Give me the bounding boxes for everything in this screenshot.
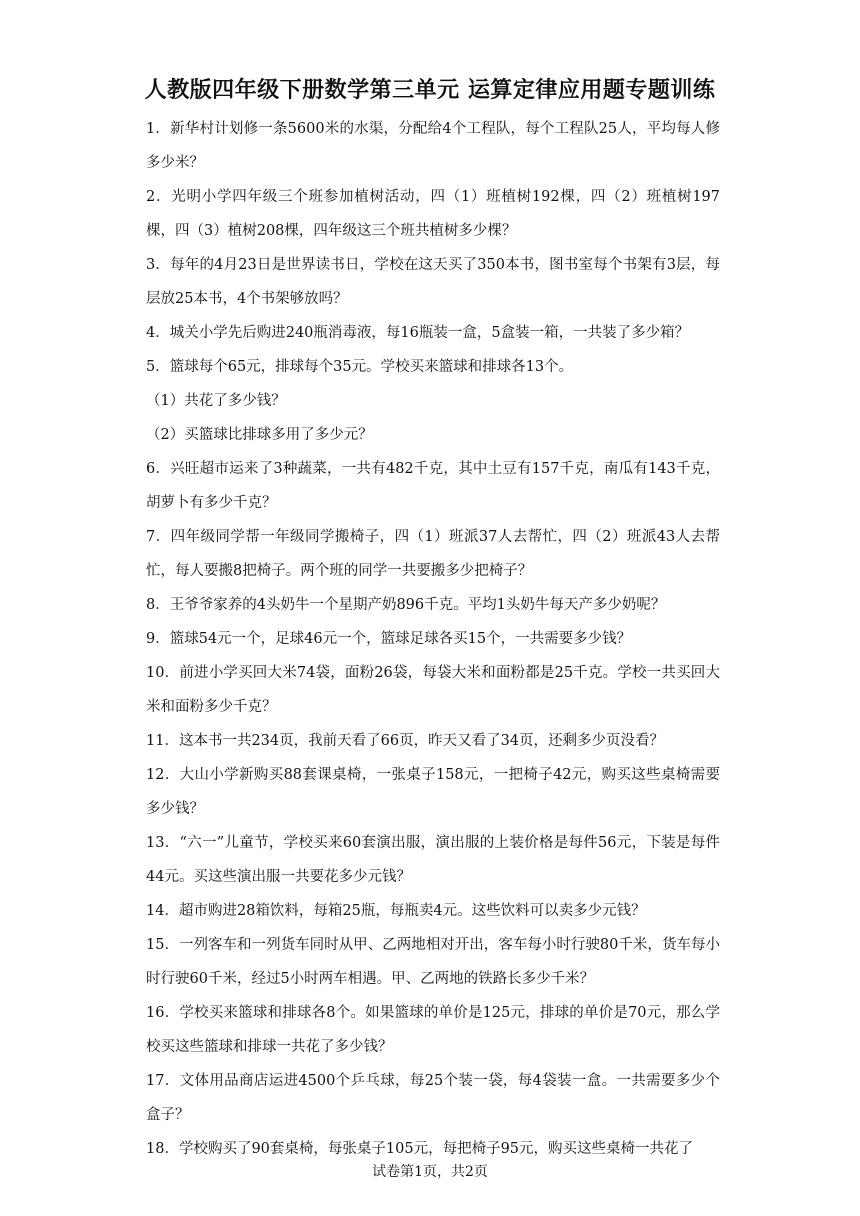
page-footer: 试卷第1页，共2页 xyxy=(372,1164,488,1180)
question-15: 15．一列客车和一列货车同时从甲、乙两地相对开出，客车每小时行驶80千米，货车每小时行驶60千米，经过5小时两车相遇。甲、乙两地的铁路长多少千米？ xyxy=(146,937,720,987)
question-18: 18．学校购买了90套桌椅，每张桌子105元，每把椅子95元，购买这些桌椅一共花了 xyxy=(146,1141,694,1157)
question-1: 1．新华村计划修一条5600米的水渠，分配给4个工程队，每个工程队25人，平均每人修多少米？ xyxy=(146,121,720,171)
question-9: 9．篮球54元一个，足球46元一个，篮球足球各买15个，一共需要多少钱？ xyxy=(146,631,632,647)
question-7: 7．四年级同学帮一年级同学搬椅子，四（1）班派37人去帮忙，四（2）班派43人去帮忙，每人要搬8把椅子。两个班的同学一共要搬多少把椅子？ xyxy=(146,529,720,579)
page-title: 人教版四年级下册数学第三单元 运算定律应用题专题训练 xyxy=(144,77,716,103)
question-4: 4．城关小学先后购进240瓶消毒液，每16瓶装一盒，5盒装一箱，一共装了多少箱？ xyxy=(146,325,690,341)
question-17: 17．文体用品商店运进4500个乒乓球，每25个装一袋，每4袋装一盒。一共需要多少个盒子？ xyxy=(146,1073,720,1123)
question-14: 14．超市购进28箱饮料，每箱25瓶，每瓶卖4元。这些饮料可以卖多少元钱？ xyxy=(146,903,646,919)
question-2: 2．光明小学四年级三个班参加植树活动，四（1）班植树192棵，四（2）班植树197棵，四（3）植树208棵，四年级这三个班共植树多少棵？ xyxy=(146,189,720,239)
question-10: 10．前进小学买回大米74袋，面粉26袋，每袋大米和面粉都是25千克。学校一共买回大米和面粉多少千克？ xyxy=(146,665,720,715)
question-16: 16．学校买来篮球和排球各8个。如果篮球的单价是125元，排球的单价是70元，那么学校买这些篮球和排球一共花了多少钱？ xyxy=(146,1005,720,1055)
question-5: 5．篮球每个65元，排球每个35元。学校买来篮球和排球各13个。 xyxy=(146,359,574,375)
question-list xyxy=(146,112,720,1166)
question-8: 8．王爷爷家养的4头奶牛一个星期产奶896千克。平均1头奶牛每天产多少奶呢？ xyxy=(146,597,666,613)
question-6: 6．兴旺超市运来了3种蔬菜，一共有482千克，其中土豆有157千克，南瓜有143千克，胡萝卜有多少千克？ xyxy=(146,461,720,511)
question-13: 13．“六一”儿童节，学校买来60套演出服，演出服的上装价格是每件56元，下装是每件44元。买这些演出服一共要花多少元钱？ xyxy=(146,835,720,885)
question-5-part-1: （1）共花了多少钱？ xyxy=(146,393,286,409)
question-11: 11．这本书一共234页，我前天看了66页，昨天又看了34页，还剩多少页没看？ xyxy=(146,733,665,749)
question-12: 12．大山小学新购买88套课桌椅，一张桌子158元，一把椅子42元，购买这些桌椅需要多少钱？ xyxy=(146,767,720,817)
question-5-part-2: （2）买篮球比排球多用了多少元？ xyxy=(146,427,373,443)
question-3: 3．每年的4月23日是世界读书日，学校在这天买了350本书，图书室每个书架有3层，每层放25本书，4个书架够放吗？ xyxy=(146,257,720,307)
